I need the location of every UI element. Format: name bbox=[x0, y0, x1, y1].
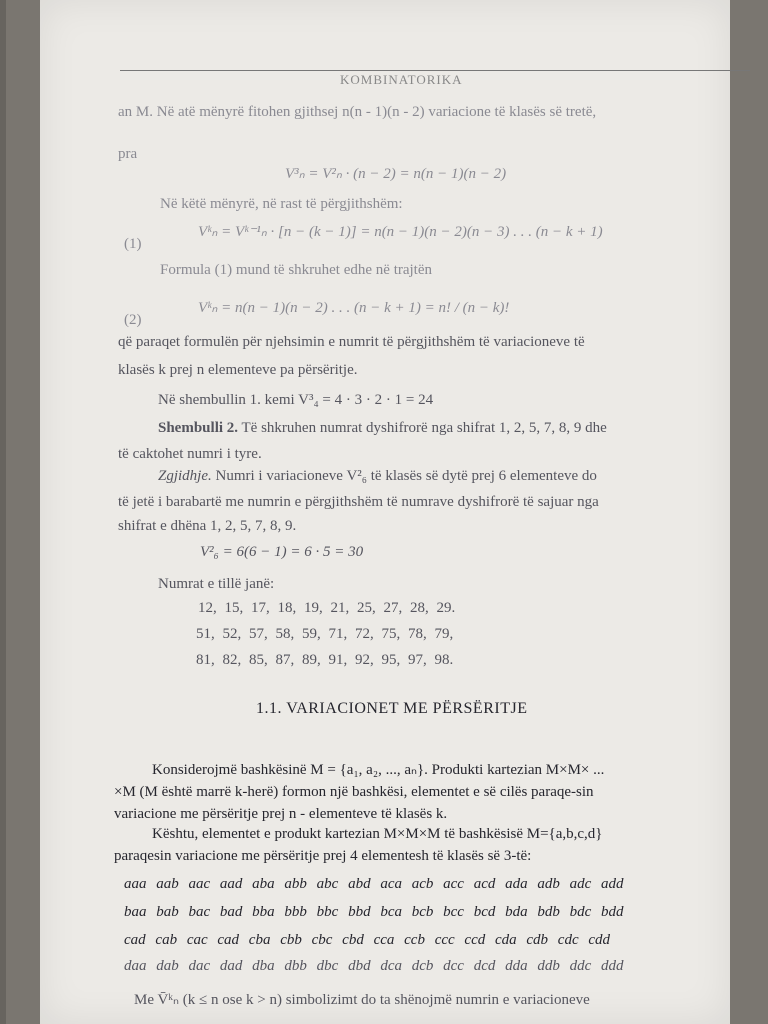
formula: V³ₙ = V²ₙ · (n − 2) = n(n − 1)(n − 2) bbox=[285, 166, 507, 182]
text-line: Në shembullin 1. kemi V³₄ = 4 · 3 · 2 · 1 = 24 bbox=[158, 392, 434, 408]
section-heading: 1.1. VARIACIONET ME PËRSËRITJE bbox=[256, 700, 528, 717]
text-line: shifrat e dhëna 1, 2, 5, 7, 8, 9. bbox=[118, 518, 297, 534]
text-line: paraqesin variacione me përsëritje prej 4 elementesh të klasës së 3-të: bbox=[114, 848, 532, 864]
number-row: 81, 82, 85, 87, 89, 91, 92, 95, 97, 98. bbox=[196, 652, 454, 668]
text-line: variacione me përsëritje prej n - elementeve të klasës k. bbox=[114, 806, 448, 822]
text-line: Kështu, elementet e produkt kartezian M×M×M të bashkësisë M={a,b,c,d} bbox=[152, 826, 603, 842]
solution-label: Zgjidhje. bbox=[158, 468, 212, 484]
formula: Vᵏₙ = Vᵏ⁻¹ₙ · [n − (k − 1)] = n(n − 1)(n − 2)(n − 3) . . . (n − k + 1) bbox=[198, 224, 603, 240]
example-label: Shembulli 2. bbox=[158, 420, 239, 436]
text-line: klasës k prej n elementeve pa përsëritje. bbox=[118, 362, 358, 378]
running-title: KOMBINATORIKA bbox=[340, 72, 463, 87]
formula-tag: (1) bbox=[124, 236, 142, 252]
text-line: Në këtë mënyrë, në rast të përgjithshëm: bbox=[160, 196, 403, 212]
text-line: Konsiderojmë bashkësinë M = {a₁, a₂, ..., aₙ}. Produkti kartezian M×M× ... bbox=[152, 762, 605, 778]
text-line: Formula (1) mund të shkruhet edhe në trajtën bbox=[160, 262, 433, 278]
text-line: an M. Në atë mënyrë fitohen gjithsej n(n - 1)(n - 2) variacione të klasës së tretë, bbox=[118, 104, 597, 120]
number-row: 51, 52, 57, 58, 59, 71, 72, 75, 78, 79, bbox=[196, 626, 454, 642]
text-line: të jetë i barabartë me numrin e përgjithshëm të numrave dyshifrorë të sajuar nga bbox=[118, 494, 599, 510]
variation-row: cad cab cac cad cba cbb cbc cbd cca ccb ccc ccd cda cdb cdc cdd bbox=[124, 932, 611, 948]
text-line: që paraqet formulën për njehsimin e numrit të përgjithshëm të variacioneve të bbox=[118, 334, 585, 350]
text-line: Numri i variacioneve V²₆ të klasës së dytë prej 6 elementeve do bbox=[211, 468, 597, 484]
text-line: Numrat e tillë janë: bbox=[158, 576, 275, 592]
formula: Vᵏₙ = n(n − 1)(n − 2) . . . (n − k + 1) = n! / (n − k)! bbox=[198, 300, 510, 316]
text-line: Me V̄ᵏₙ (k ≤ n ose k > n) simbolizimt do ta shënojmë numrin e variacioneve bbox=[134, 992, 590, 1008]
text-line: ×M (M është marrë k-herë) formon një bashkësi, elementet e së cilës paraqe-sin bbox=[114, 784, 594, 800]
variation-row: daa dab dac dad dba dbb dbc dbd dca dcb dcc dcd dda ddb ddc ddd bbox=[124, 958, 624, 974]
text-line: të caktohet numri i tyre. bbox=[118, 446, 262, 462]
variation-row: baa bab bac bad bba bbb bbc bbd bca bcb bcc bcd bda bdb bdc bdd bbox=[124, 904, 624, 920]
number-row: 12, 15, 17, 18, 19, 21, 25, 27, 28, 29. bbox=[198, 600, 456, 616]
header-rule bbox=[120, 70, 750, 71]
text-line: pra bbox=[118, 146, 138, 162]
variation-row: aaa aab aac aad aba abb abc abd aca acb acc acd ada adb adc add bbox=[124, 876, 624, 892]
formula-tag: (2) bbox=[124, 312, 142, 328]
page-edge-shadow bbox=[0, 0, 6, 1024]
formula: V²₆ = 6(6 − 1) = 6 · 5 = 30 bbox=[200, 544, 364, 560]
text-line: Të shkruhen numrat dyshifrorë nga shifrat 1, 2, 5, 7, 8, 9 dhe bbox=[238, 420, 607, 436]
book-page bbox=[40, 0, 730, 1024]
